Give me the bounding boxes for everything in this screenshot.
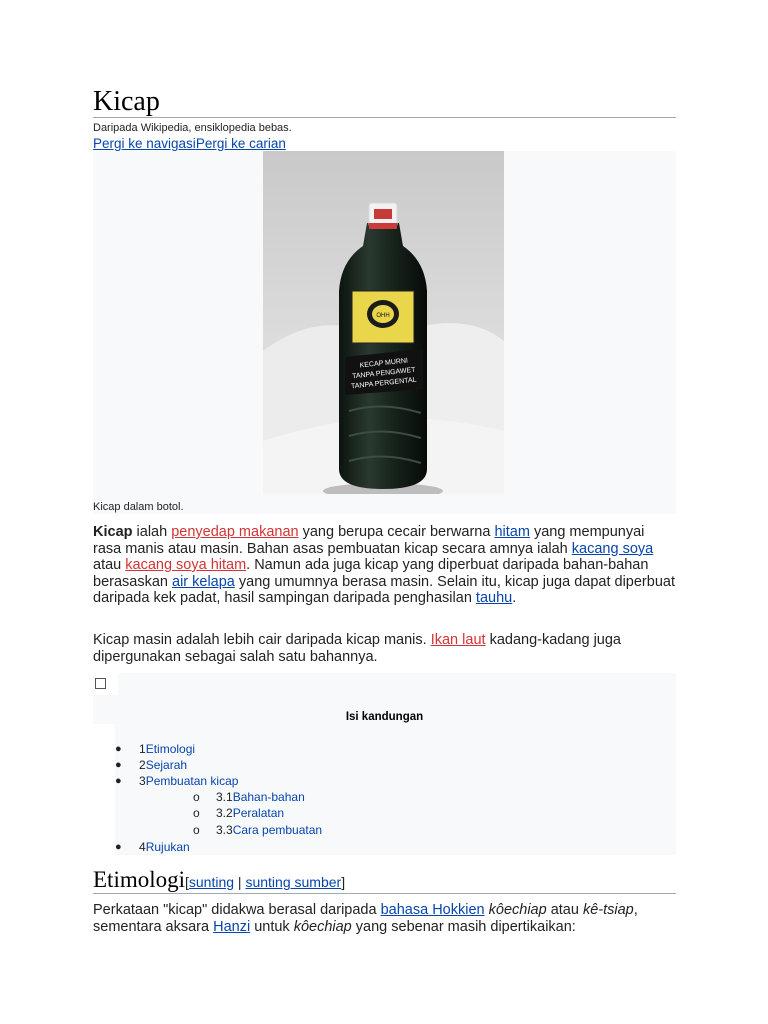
text-run: yang berupa cecair berwarna <box>298 524 495 540</box>
italic-term: kôechiap <box>488 902 547 918</box>
page-title: Kicap <box>93 86 676 118</box>
toc-number: 3.3 <box>216 823 233 837</box>
toc-item[interactable] <box>193 806 285 820</box>
toc-item[interactable] <box>193 790 305 804</box>
separator: | <box>234 874 246 890</box>
table-of-contents <box>93 673 676 855</box>
bracket: [ <box>185 874 189 890</box>
bottle-label-line-3: TANPA PERGENTAL <box>350 376 417 391</box>
jump-links <box>93 135 286 152</box>
bottle-label-line-2: TANPA PENGAWET <box>351 366 416 381</box>
toc-item[interactable] <box>115 840 190 854</box>
section-heading-etimologi <box>93 866 676 894</box>
toc-number: 4 <box>139 840 146 854</box>
toc-item[interactable] <box>115 742 196 756</box>
toc-item[interactable] <box>193 823 323 837</box>
text-run: . Namun ada juga kicap yang diperbuat daripada bahan-bahan berasaskan <box>93 557 649 590</box>
site-tagline: Daripada Wikipedia, ensiklopedia bebas. <box>93 122 292 134</box>
toc-title: Isi kandungan <box>345 711 424 723</box>
link-ikan-laut[interactable]: Ikan laut <box>430 632 486 648</box>
text-run: Perkataan "kicap" didakwa berasal daripada <box>93 902 381 918</box>
text-run: atau <box>93 557 126 573</box>
bullet-circle-icon: o <box>193 806 200 820</box>
link-penyedap-makanan[interactable]: penyedap makanan <box>171 524 299 540</box>
section-title: Etimologi <box>93 867 185 892</box>
toc-link-sejarah[interactable]: Sejarah <box>145 758 188 772</box>
toc-link-cara-pembuatan[interactable]: Cara pembuatan <box>232 823 323 837</box>
toc-number: 1 <box>139 742 146 756</box>
toc-item[interactable] <box>115 758 188 772</box>
intro-paragraph <box>93 524 676 607</box>
bullet-disc-icon: ● <box>115 775 122 787</box>
edit-links <box>185 874 345 890</box>
checkbox-icon[interactable] <box>95 678 106 689</box>
text-run: Kicap masin adalah lebih cair daripada kicap manis. <box>93 632 431 648</box>
text-run: yang sebenar masih dipertikaikan: <box>351 918 576 935</box>
term-bold: Kicap <box>93 524 133 540</box>
toc-link-etimologi[interactable]: Etimologi <box>145 742 196 756</box>
bullet-circle-icon: o <box>193 823 200 837</box>
link-tauhu[interactable]: tauhu <box>475 590 513 606</box>
infobox-figure <box>93 151 676 514</box>
text-run: yang umumnya berasa masin. Selain itu, kicap juga dapat diperbuat daripada kek padat, hasil sampingan daripada penghasilan <box>93 573 675 606</box>
toc-item[interactable] <box>115 774 239 788</box>
link-hanzi[interactable]: Hanzi <box>213 918 251 935</box>
toc-link-bahan-bahan[interactable]: Bahan-bahan <box>232 790 305 804</box>
link-kacang-soya-hitam[interactable]: kacang soya hitam <box>125 557 247 573</box>
bullet-disc-icon: ● <box>115 841 122 853</box>
etymology-paragraph <box>93 902 676 935</box>
toc-toggle[interactable] <box>93 673 118 695</box>
bottle-label-line-1: KECAP MURNI <box>359 357 409 370</box>
link-bahasa-hokkien[interactable]: bahasa Hokkien <box>380 902 485 918</box>
toc-number: 2 <box>139 758 146 772</box>
text-run: yang mempunyai rasa manis atau masin. Bahan asas pembuatan kicap secara amnya ialah <box>93 524 645 557</box>
toc-link-rujukan[interactable]: Rujukan <box>145 840 190 854</box>
bullet-disc-icon: ● <box>115 759 122 771</box>
text-run: kadang-kadang juga dipergunakan sebagai salah satu bahannya. <box>93 632 621 665</box>
toc-number: 3.1 <box>216 790 233 804</box>
text-run: . <box>512 590 517 606</box>
link-hitam[interactable]: hitam <box>494 524 530 540</box>
figure-caption: Kicap dalam botol. <box>93 501 184 513</box>
text-run: , sementara aksara <box>93 902 638 935</box>
toc-margin <box>93 724 115 855</box>
italic-term: kôechiap <box>293 918 352 935</box>
text-run: ialah <box>132 524 172 540</box>
toc-number: 3.2 <box>216 806 233 820</box>
toc-number: 3 <box>139 774 146 788</box>
text-run: untuk <box>250 918 294 935</box>
edit-source-link[interactable]: sunting sumber <box>245 874 342 890</box>
jump-to-search-link[interactable]: Pergi ke carian <box>195 136 286 151</box>
toc-link-peralatan[interactable]: Peralatan <box>232 806 285 820</box>
bottle-brand-text: OHH <box>376 313 390 319</box>
bullet-circle-icon: o <box>193 790 200 804</box>
link-air-kelapa[interactable]: air kelapa <box>172 573 235 590</box>
bracket: ] <box>341 874 346 890</box>
edit-section-link[interactable]: sunting <box>188 874 235 890</box>
bullet-disc-icon: ● <box>115 743 122 755</box>
text-run: atau <box>546 902 583 918</box>
link-kacang-soya[interactable]: kacang soya <box>571 540 654 557</box>
second-paragraph <box>93 632 676 665</box>
toc-link-pembuatan-kicap[interactable]: Pembuatan kicap <box>145 774 239 788</box>
jump-to-navigation-link[interactable]: Pergi ke navigasi <box>93 136 196 151</box>
italic-term: kê-tsiap <box>582 902 634 918</box>
soy-sauce-bottle-photo[interactable] <box>263 151 504 494</box>
